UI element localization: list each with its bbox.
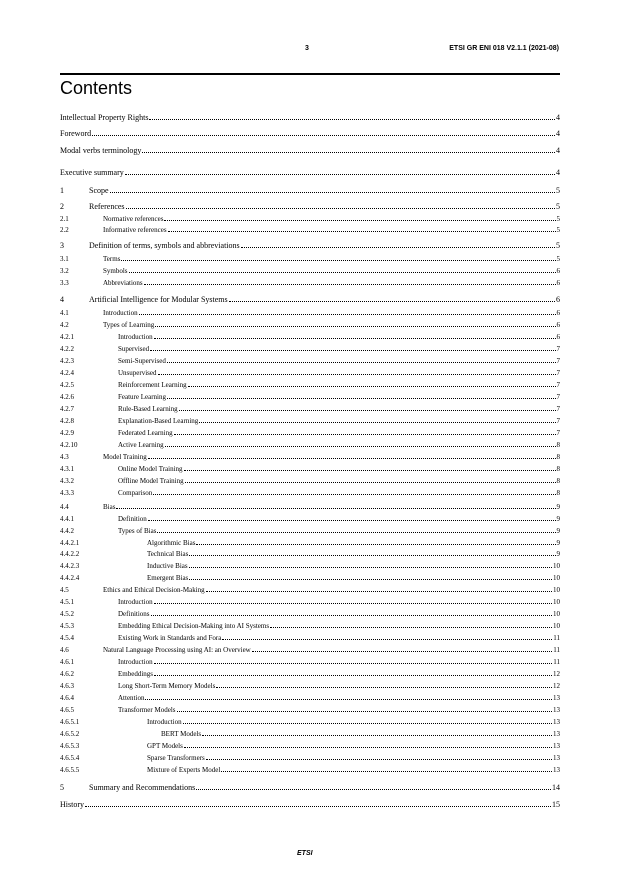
toc-entry-page: 8 xyxy=(556,489,560,497)
toc-entry[interactable] xyxy=(60,187,560,195)
toc-dot-leader xyxy=(167,362,556,363)
toc-dot-leader xyxy=(148,458,556,459)
toc-entry-number: 4.6.5.3 xyxy=(60,742,80,750)
toc-entry[interactable] xyxy=(60,575,560,582)
toc-entry-page: 10 xyxy=(553,562,560,570)
toc-entry-number: 4.4.2.3 xyxy=(60,562,80,570)
toc-entry-page: 11 xyxy=(553,646,560,654)
toc-entry[interactable] xyxy=(60,418,560,425)
toc-dot-leader xyxy=(154,675,552,676)
toc-entry-title: Ethics and Ethical Decision-Making xyxy=(103,586,205,594)
toc-dot-leader xyxy=(144,284,556,285)
toc-entry[interactable] xyxy=(60,442,560,449)
toc-entry-title: Algorithmic Bias xyxy=(147,539,196,547)
toc-dot-leader xyxy=(165,446,556,447)
toc-entry[interactable] xyxy=(60,647,560,654)
toc-entry[interactable] xyxy=(60,784,560,792)
toc-entry[interactable] xyxy=(60,227,560,234)
toc-entry-title: Bias xyxy=(103,503,116,511)
toc-entry-page: 5 xyxy=(556,202,560,211)
toc-dot-leader xyxy=(148,520,556,521)
toc-dot-leader xyxy=(139,314,556,315)
toc-dot-leader xyxy=(129,272,556,273)
toc-entry[interactable] xyxy=(60,659,560,666)
toc-entry-number: 4.5.1 xyxy=(60,598,74,606)
toc-entry-title: Introduction xyxy=(118,658,153,666)
toc-entry-page: 12 xyxy=(553,670,560,678)
toc-entry-title: Embedding Ethical Decision-Making into AI Systems xyxy=(118,622,270,630)
toc-entry-number: 4.2.2 xyxy=(60,345,74,353)
toc-entry-number: 4.5.4 xyxy=(60,634,74,642)
toc-entry-title: Explanation-Based Learning xyxy=(118,417,199,425)
toc-entry-number: 4.4.2 xyxy=(60,527,74,535)
toc-entry-number: 5 xyxy=(60,783,64,792)
toc-entry-page: 6 xyxy=(556,279,560,287)
toc-entry-number: 4.2.6 xyxy=(60,393,74,401)
toc-entry-page: 6 xyxy=(556,309,560,317)
toc-entry-number: 4.5.2 xyxy=(60,610,74,618)
toc-entry-number: 4.2.4 xyxy=(60,369,74,377)
toc-entry[interactable] xyxy=(60,551,560,558)
toc-entry-title: Definitions xyxy=(118,610,150,618)
toc-entry-page: 8 xyxy=(556,465,560,473)
toc-entry-number: 3 xyxy=(60,241,64,250)
toc-entry-number: 4.6.5.5 xyxy=(60,766,80,774)
toc-entry-page: 7 xyxy=(556,417,560,425)
toc-dot-leader xyxy=(206,759,552,760)
toc-entry-page: 6 xyxy=(556,321,560,329)
toc-entry-page: 4 xyxy=(556,113,560,122)
toc-dot-leader xyxy=(151,615,553,616)
toc-entry-number: 4.3.1 xyxy=(60,465,74,473)
toc-entry-page: 8 xyxy=(556,477,560,485)
page-number: 3 xyxy=(305,45,309,52)
toc-entry-number: 4.3.2 xyxy=(60,477,74,485)
toc-entry[interactable] xyxy=(60,755,560,762)
toc-dot-leader xyxy=(252,651,553,652)
toc-dot-leader xyxy=(154,338,556,339)
toc-dot-leader xyxy=(189,579,552,580)
toc-entry-page: 13 xyxy=(553,718,560,726)
toc-entry[interactable] xyxy=(60,490,560,497)
toc-entry[interactable] xyxy=(60,695,560,702)
toc-entry-number: 4.6.5.4 xyxy=(60,754,80,762)
toc-entry-title: References xyxy=(89,202,125,211)
toc-dot-leader xyxy=(154,603,552,604)
toc-entry-number: 4.6.5.2 xyxy=(60,730,80,738)
toc-entry-page: 7 xyxy=(556,429,560,437)
toc-dot-leader xyxy=(142,152,555,153)
toc-dot-leader xyxy=(150,350,555,351)
toc-entry-title: Feature Learning xyxy=(118,393,167,401)
toc-dot-leader xyxy=(189,555,555,556)
toc-dot-leader xyxy=(184,470,556,471)
toc-entry-page: 9 xyxy=(556,550,560,558)
toc-entry-title: Summary and Recommendations xyxy=(89,783,196,792)
toc-entry-number: 4.2.8 xyxy=(60,417,74,425)
toc-dot-leader xyxy=(174,434,556,435)
toc-entry-number: 4.6.4 xyxy=(60,694,74,702)
toc-entry[interactable] xyxy=(60,256,560,263)
toc-entry-page: 14 xyxy=(552,783,560,792)
toc-entry-page: 7 xyxy=(556,345,560,353)
toc-dot-leader xyxy=(221,771,552,772)
toc-dot-leader xyxy=(196,789,551,790)
toc-entry-number: 4.6.5 xyxy=(60,706,74,714)
toc-entry-number: 4.4.2.1 xyxy=(60,539,80,547)
toc-entry-number: 3.3 xyxy=(60,279,69,287)
toc-entry-page: 10 xyxy=(553,586,560,594)
toc-entry-number: 4.2.9 xyxy=(60,429,74,437)
toc-entry-page: 7 xyxy=(556,381,560,389)
toc-dot-leader xyxy=(189,567,552,568)
toc-entry-title: Transformer Models xyxy=(118,706,176,714)
toc-entry-page: 5 xyxy=(556,186,560,195)
toc-entry[interactable] xyxy=(60,516,560,523)
toc-dot-leader xyxy=(157,532,555,533)
toc-entry-title: Natural Language Processing using AI: an Overview xyxy=(103,646,251,654)
toc-entry-number: 4.4.2.2 xyxy=(60,550,80,558)
toc-entry-page: 13 xyxy=(553,754,560,762)
toc-entry-title: Terms xyxy=(103,255,121,263)
toc-entry[interactable] xyxy=(60,528,560,535)
toc-entry-title: Intellectual Property Rights xyxy=(60,113,149,122)
toc-entry[interactable] xyxy=(60,358,560,365)
toc-entry-title: Model Training xyxy=(103,453,147,461)
toc-entry-page: 8 xyxy=(556,453,560,461)
toc-entry[interactable] xyxy=(60,130,560,138)
toc-entry[interactable] xyxy=(60,203,560,211)
toc-entry-number: 4.2.5 xyxy=(60,381,74,389)
toc-entry[interactable] xyxy=(60,731,560,738)
toc-entry[interactable] xyxy=(60,767,560,774)
toc-entry[interactable] xyxy=(60,382,560,389)
toc-entry-title: Types of Bias xyxy=(118,527,157,535)
toc-entry-page: 8 xyxy=(556,441,560,449)
toc-entry-title: Long Short-Term Memory Models xyxy=(118,682,216,690)
toc-entry[interactable] xyxy=(60,504,560,511)
toc-entry-number: 4.6.2 xyxy=(60,670,74,678)
toc-entry-title: Reinforcement Learning xyxy=(118,381,187,389)
toc-entry-title: Federated Learning xyxy=(118,429,173,437)
toc-dot-leader xyxy=(196,544,555,545)
toc-entry-number: 4.2.10 xyxy=(60,441,78,449)
toc-entry-page: 13 xyxy=(553,766,560,774)
toc-entry-page: 9 xyxy=(556,527,560,535)
toc-entry-number: 2 xyxy=(60,202,64,211)
toc-entry-number: 4.2 xyxy=(60,321,69,329)
toc-dot-leader xyxy=(222,639,552,640)
toc-entry-page: 4 xyxy=(556,168,560,177)
toc-dot-leader xyxy=(168,231,556,232)
toc-entry-title: Rule-Based Learning xyxy=(118,405,178,413)
toc-entry[interactable] xyxy=(60,587,560,594)
toc-entry[interactable] xyxy=(60,242,560,250)
toc-dot-leader xyxy=(158,374,556,375)
toc-dot-leader xyxy=(145,699,552,700)
toc-entry[interactable] xyxy=(60,743,560,750)
toc-entry[interactable] xyxy=(60,147,560,155)
toc-entry-number: 4.4 xyxy=(60,503,69,511)
toc-entry[interactable] xyxy=(60,540,560,547)
toc-entry-title: GPT Models xyxy=(147,742,183,750)
toc-entry-title: Scope xyxy=(89,186,109,195)
toc-dot-leader xyxy=(183,723,552,724)
toc-entry-number: 4.1 xyxy=(60,309,69,317)
toc-entry[interactable] xyxy=(60,611,560,618)
toc-entry-title: Supervised xyxy=(118,345,150,353)
toc-entry-title: Comparison xyxy=(118,489,153,497)
toc-entry[interactable] xyxy=(60,478,560,485)
toc-entry-title: Introduction xyxy=(118,333,153,341)
toc-entry-page: 10 xyxy=(553,610,560,618)
toc-dot-leader xyxy=(164,220,555,221)
toc-dot-leader xyxy=(199,422,555,423)
toc-entry-title: BERT Models xyxy=(161,730,202,738)
toc-entry-number: 3.2 xyxy=(60,267,69,275)
toc-entry[interactable] xyxy=(60,296,560,304)
toc-entry[interactable] xyxy=(60,322,560,329)
toc-entry-page: 7 xyxy=(556,369,560,377)
toc-entry-page: 9 xyxy=(556,503,560,511)
toc-entry-page: 4 xyxy=(556,146,560,155)
toc-entry[interactable] xyxy=(60,454,560,461)
toc-entry-page: 5 xyxy=(556,255,560,263)
toc-entry[interactable] xyxy=(60,563,560,570)
toc-entry-title: Executive summary xyxy=(60,168,124,177)
toc-entry-page: 10 xyxy=(553,622,560,630)
toc-entry-title: Online Model Training xyxy=(118,465,183,473)
toc-dot-leader xyxy=(125,174,555,175)
toc-entry-page: 7 xyxy=(556,405,560,413)
toc-entry[interactable] xyxy=(60,719,560,726)
toc-entry-page: 4 xyxy=(556,129,560,138)
toc-entry-page: 13 xyxy=(553,694,560,702)
toc-entry-page: 6 xyxy=(556,267,560,275)
toc-entry-page: 7 xyxy=(556,393,560,401)
toc-dot-leader xyxy=(110,192,555,193)
toc-entry[interactable] xyxy=(60,671,560,678)
toc-dot-leader xyxy=(155,326,555,327)
toc-dot-leader xyxy=(154,663,553,664)
toc-entry-number: 4 xyxy=(60,295,64,304)
toc-entry[interactable] xyxy=(60,346,560,353)
toc-dot-leader xyxy=(202,735,552,736)
footer-logo-text: ETSI xyxy=(297,850,313,857)
page-title: Contents xyxy=(60,78,133,98)
toc-entry-number: 4.5 xyxy=(60,586,69,594)
toc-dot-leader xyxy=(177,711,553,712)
toc-entry-number: 4.2.3 xyxy=(60,357,74,365)
toc-entry-title: Existing Work in Standards and Fora xyxy=(118,634,222,642)
toc-entry-number: 4.3.3 xyxy=(60,489,74,497)
toc-entry[interactable] xyxy=(60,683,560,690)
toc-entry-number: 1 xyxy=(60,186,64,195)
toc-entry-number: 3.1 xyxy=(60,255,69,263)
toc-entry[interactable] xyxy=(60,216,560,223)
toc-dot-leader xyxy=(185,482,556,483)
document-id: ETSI GR ENI 018 V2.1.1 (2021-08) xyxy=(449,45,559,52)
toc-dot-leader xyxy=(270,627,552,628)
toc-dot-leader xyxy=(92,135,555,136)
toc-entry-title: Emergent Bias xyxy=(147,574,189,582)
toc-dot-leader xyxy=(167,398,555,399)
toc-entry-title: Active Learning xyxy=(118,441,164,449)
toc-entry-page: 5 xyxy=(556,215,560,223)
toc-entry-number: 4.6.3 xyxy=(60,682,74,690)
toc-entry[interactable] xyxy=(60,169,560,177)
toc-entry-number: 4.6 xyxy=(60,646,69,654)
toc-entry-number: 4.3 xyxy=(60,453,69,461)
toc-entry-title: Offline Model Training xyxy=(118,477,184,485)
toc-entry-title: Introduction xyxy=(147,718,182,726)
toc-entry[interactable] xyxy=(60,623,560,630)
toc-dot-leader xyxy=(149,119,555,120)
toc-entry-title: Modal verbs terminology xyxy=(60,146,142,155)
toc-entry[interactable] xyxy=(60,280,560,287)
toc-entry-page: 9 xyxy=(556,515,560,523)
toc-entry-page: 9 xyxy=(556,539,560,547)
toc-entry-number: 4.6.1 xyxy=(60,658,74,666)
toc-entry-page: 13 xyxy=(553,730,560,738)
toc-dot-leader xyxy=(85,806,551,807)
toc-dot-leader xyxy=(116,508,555,509)
toc-entry[interactable] xyxy=(60,394,560,401)
toc-entry-title: Introduction xyxy=(103,309,138,317)
toc-entry-number: 2.2 xyxy=(60,226,69,234)
toc-entry-title: Normative references xyxy=(103,215,164,223)
toc-entry-page: 11 xyxy=(553,658,560,666)
toc-dot-leader xyxy=(216,687,552,688)
toc-entry-number: 4.6.5.1 xyxy=(60,718,80,726)
toc-entry-page: 12 xyxy=(553,682,560,690)
toc-entry-title: Definition of terms, symbols and abbreviations xyxy=(89,241,240,250)
toc-entry-page: 11 xyxy=(553,634,560,642)
toc-entry-title: Symbols xyxy=(103,267,128,275)
toc-entry-number: 2.1 xyxy=(60,215,69,223)
toc-entry[interactable] xyxy=(60,334,560,341)
toc-entry-page: 6 xyxy=(556,333,560,341)
toc-dot-leader xyxy=(229,301,555,302)
toc-entry-title: Attention xyxy=(118,694,145,702)
toc-entry-title: Sparse Transformers xyxy=(147,754,205,762)
toc-dot-leader xyxy=(206,591,552,592)
toc-entry[interactable] xyxy=(60,801,560,809)
toc-entry-title: Introduction xyxy=(118,598,153,606)
toc-entry[interactable] xyxy=(60,599,560,606)
toc-entry-title: Semi-Supervised xyxy=(118,357,166,365)
toc-entry-title: Unsupervised xyxy=(118,369,157,377)
toc-entry-title: Abbreviations xyxy=(103,279,143,287)
toc-entry[interactable] xyxy=(60,466,560,473)
toc-entry[interactable] xyxy=(60,370,560,377)
toc-entry[interactable] xyxy=(60,635,560,642)
toc-entry-page: 10 xyxy=(553,574,560,582)
toc-entry-number: 4.2.1 xyxy=(60,333,74,341)
toc-entry-title: Embeddings xyxy=(118,670,153,678)
toc-entry[interactable] xyxy=(60,707,560,714)
toc-entry-page: 7 xyxy=(556,357,560,365)
toc-entry-title: Informative references xyxy=(103,226,167,234)
toc-entry-title: Foreword xyxy=(60,129,92,138)
toc-entry-page: 13 xyxy=(553,742,560,750)
toc-entry-number: 4.4.1 xyxy=(60,515,74,523)
toc-dot-leader xyxy=(121,260,555,261)
toc-entry-title: Types of Learning xyxy=(103,321,155,329)
toc-dot-leader xyxy=(188,386,556,387)
toc-dot-leader xyxy=(184,747,552,748)
toc-entry-page: 10 xyxy=(553,598,560,606)
toc-entry[interactable] xyxy=(60,114,560,122)
toc-entry-page: 15 xyxy=(552,800,560,809)
toc-entry-number: 4.4.2.4 xyxy=(60,574,80,582)
toc-entry[interactable] xyxy=(60,268,560,275)
toc-entry-page: 5 xyxy=(556,241,560,250)
toc-dot-leader xyxy=(179,410,556,411)
toc-dot-leader xyxy=(153,494,555,495)
toc-dot-leader xyxy=(126,208,555,209)
toc-entry-number: 4.5.3 xyxy=(60,622,74,630)
toc-entry-title: Mixture of Experts Model xyxy=(147,766,221,774)
toc-entry[interactable] xyxy=(60,430,560,437)
toc-entry-title: Technical Bias xyxy=(147,550,189,558)
toc-entry-title: Inductive Bias xyxy=(147,562,188,570)
toc-entry[interactable] xyxy=(60,310,560,317)
toc-entry-page: 6 xyxy=(556,295,560,304)
toc-entry-page: 5 xyxy=(556,226,560,234)
toc-dot-leader xyxy=(241,247,555,248)
toc-entry-title: History xyxy=(60,800,84,809)
toc-entry-page: 13 xyxy=(553,706,560,714)
toc-entry-title: Artificial Intelligence for Modular Systems xyxy=(89,295,228,304)
toc-entry-number: 4.2.7 xyxy=(60,405,74,413)
toc-entry[interactable] xyxy=(60,406,560,413)
toc-entry-title: Definition xyxy=(118,515,147,523)
